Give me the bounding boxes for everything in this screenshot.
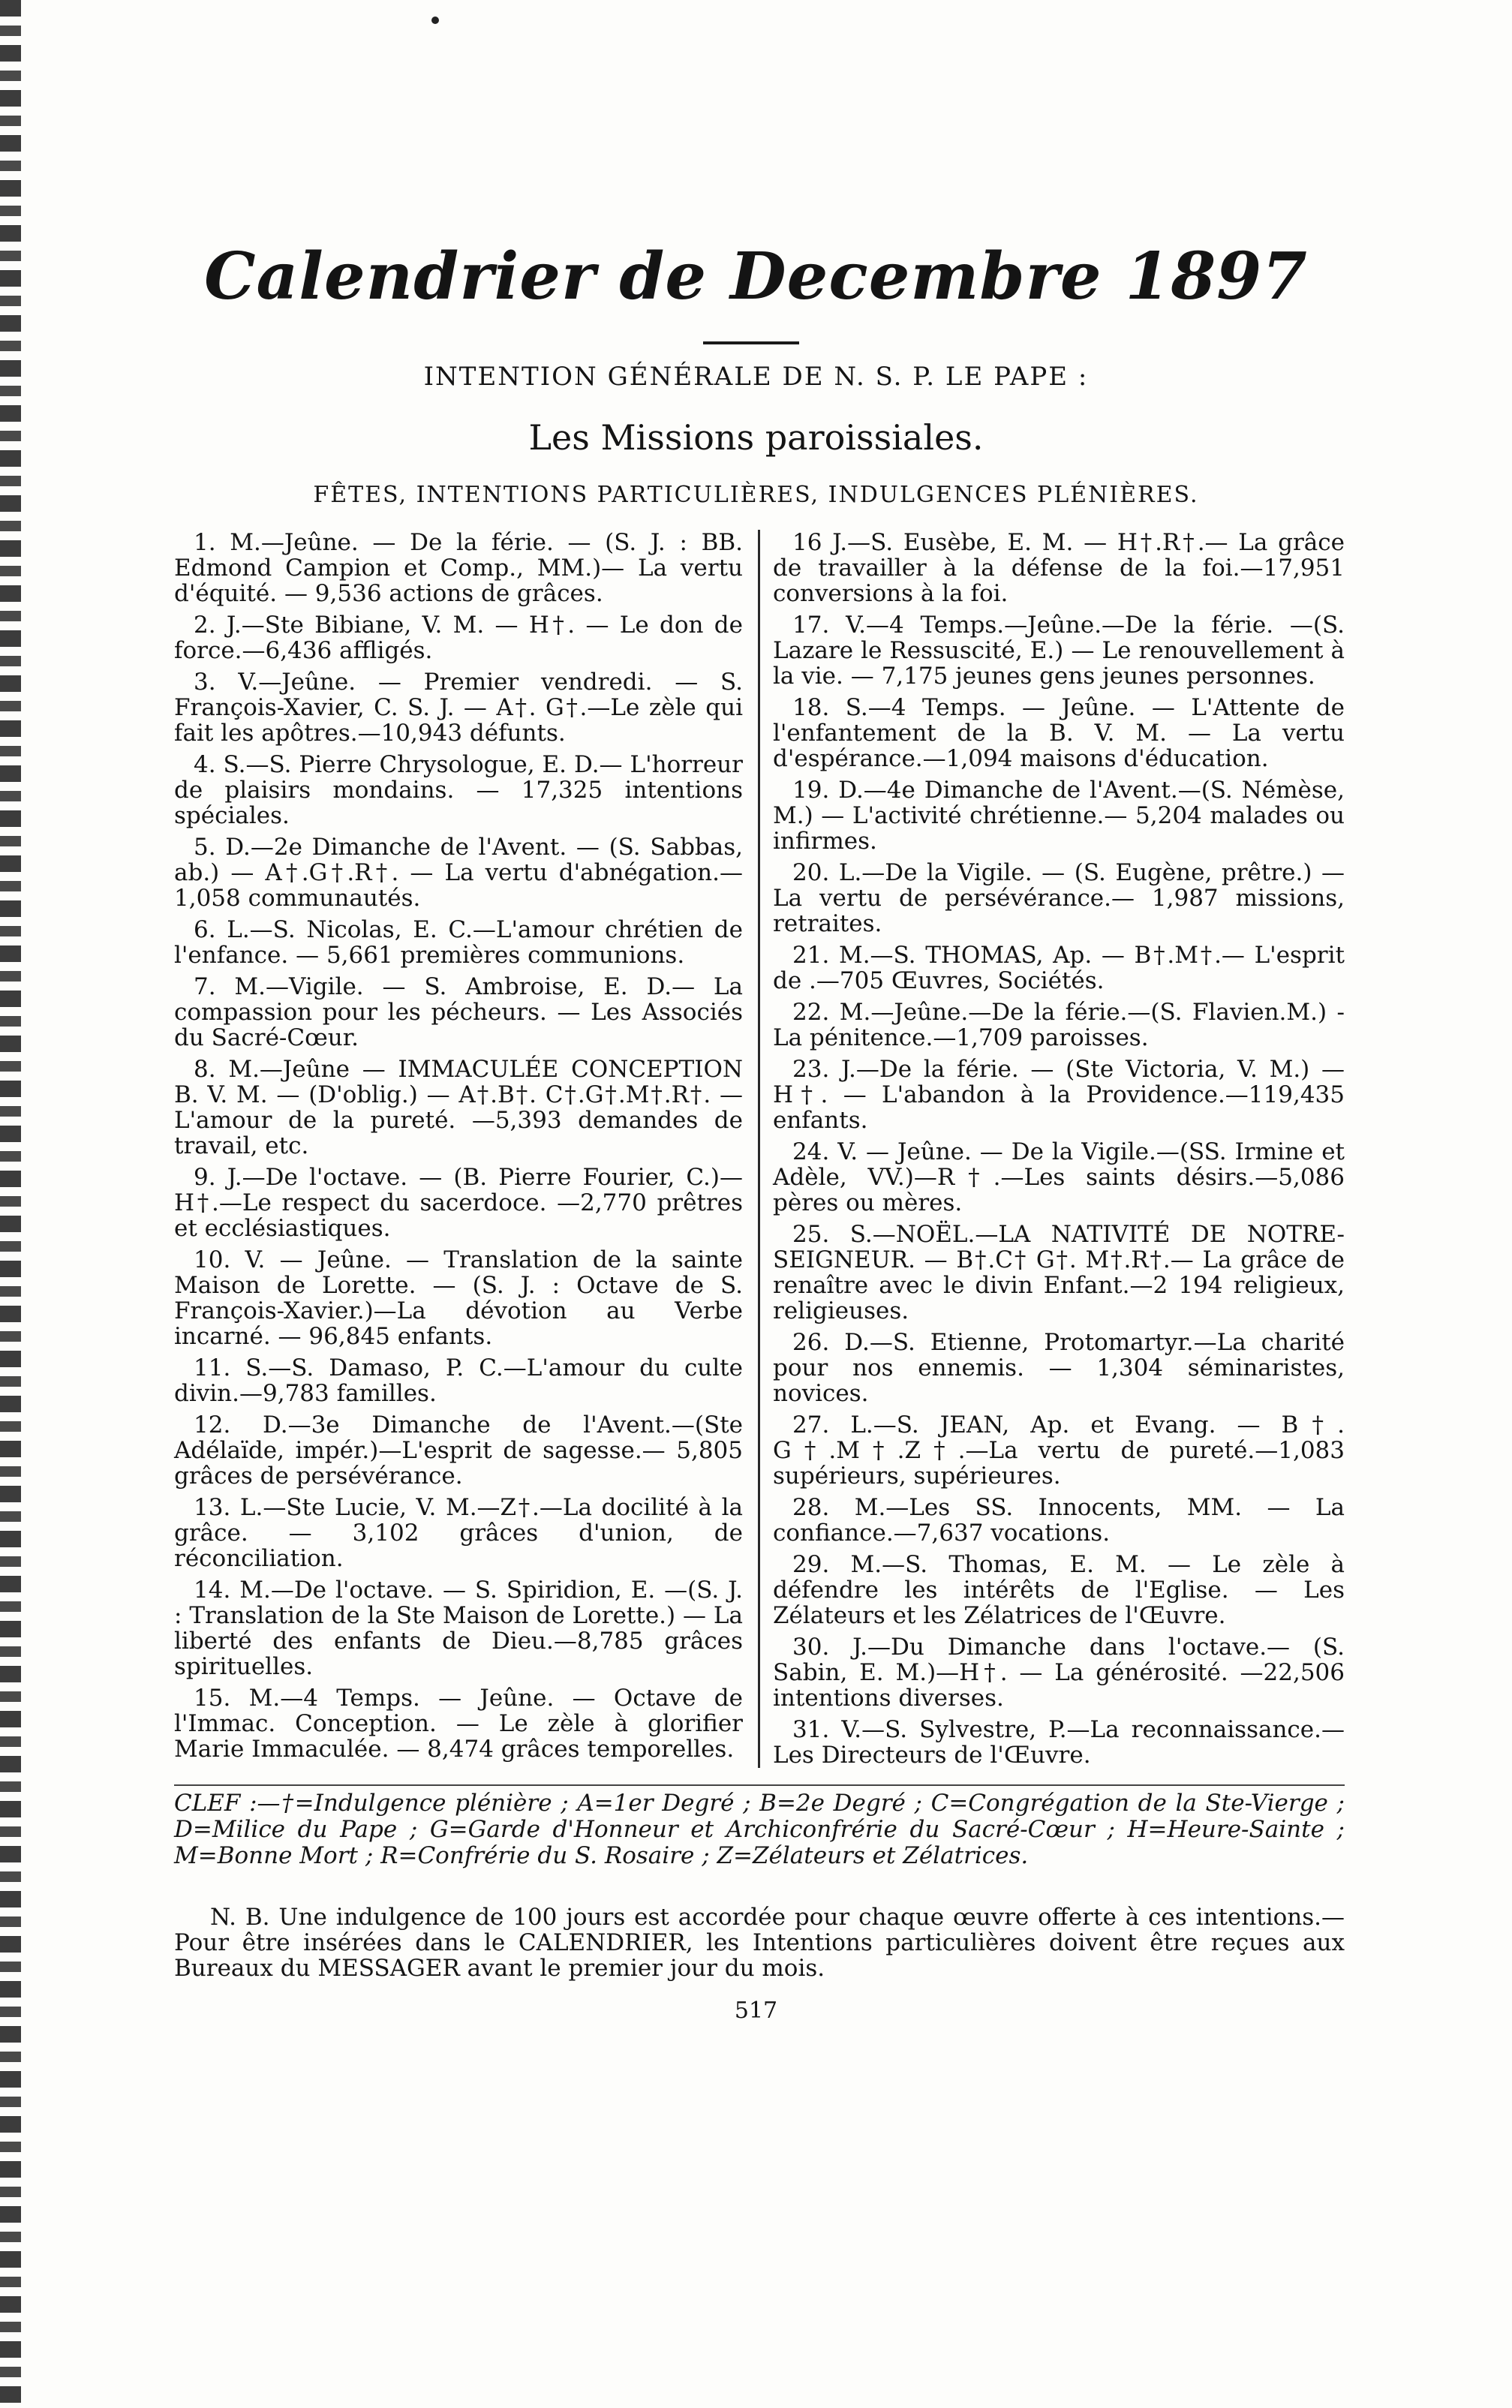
calendar-entry-5: 5. D.—2e Dimanche de l'Avent. — (S. Sabbas, ab.) — A†.G†.R†. — La vertu d'abnégation.—1,058 communautés. (174, 834, 743, 912)
calendar-entry-23: 23. J.—De la férie. — (Ste Victoria, V. M.) — H†. — L'abandon à la Providence.—119,435 enfants. (773, 1056, 1345, 1134)
calendar-entry-3: 3. V.—Jeûne. — Premier vendredi. — S. François-Xavier, C. S. J. — A†. G†.—Le zèle qui fait les apôtres.—10,943 défunts. (174, 669, 743, 747)
calendar-entry-17: 17. V.—4 Temps.—Jeûne.—De la férie. —(S. Lazare le Ressuscité, E.) — Le renouvellement à la vie. — 7,175 jeunes gens jeunes personnes. (773, 612, 1345, 690)
calendar-entry-15: 15. M.—4 Temps. — Jeûne. — Octave de l'Immac. Conception. — Le zèle à glorifier Marie Immaculée. — 8,474 grâces temporelles. (174, 1685, 743, 1763)
calendar-entry-6: 6. L.—S. Nicolas, E. C.—L'amour chrétien de l'enfance. — 5,661 premières communions. (174, 916, 743, 969)
calendar-entry-12: 12. D.—3e Dimanche de l'Avent.—(Ste Adélaïde, impér.)—L'esprit de sagesse.— 5,805 grâces de persévérance. (174, 1411, 743, 1490)
calendar-entry-27: 27. L.—S. JEAN, Ap. et Evang. — B†. G†.M†.Z†.—La vertu de pureté.—1,083 supérieurs, supérieures. (773, 1411, 1345, 1490)
calendar-entry-20: 20. L.—De la Vigile. — (S. Eugène, prêtre.) — La vertu de persévérance.— 1,987 missions, retraites. (773, 859, 1345, 937)
calendar-entry-13: 13. L.—Ste Lucie, V. M.—Z†.—La docilité à la grâce. — 3,102 grâces d'union, de réconciliation. (174, 1494, 743, 1572)
calendar-entry-9: 9. J.—De l'octave. — (B. Pierre Fourier, C.)—H†.—Le respect du sacerdoce. —2,770 prêtres et ecclésiastiques. (174, 1164, 743, 1242)
calendar-entry-24: 24. V. — Jeûne. — De la Vigile.—(SS. Irmine et Adèle, VV.)—R†.—Les saints désirs.—5,086 pères ou mères. (773, 1138, 1345, 1216)
page-number: 517 (734, 1998, 778, 2024)
calendar-entry-21: 21. M.—S. THOMAS, Ap. — B†.M†.— L'esprit de .—705 Œuvres, Sociétés. (773, 942, 1345, 994)
calendar-column-right (773, 530, 1345, 1774)
calendar-entry-14: 14. M.—De l'octave. — S. Spiridion, E. —(S. J. : Translation de la Ste Maison de Lorette.) — La liberté des enfants de Dieu.—8,785 grâces spirituelles. (174, 1577, 743, 1680)
calendar-entry-16: 16 J.—S. Eusèbe, E. M. — H†.R†.— La grâce de travailler à la défense de la foi.—17,951 conversions à la foi. (773, 529, 1345, 607)
calendar-entry-25: 25. S.—NOËL.—LA NATIVITÉ DE NOTRE-SEIGNEUR. — B†.C† G†. M†.R†.— La grâce de renaître avec le divin Enfant.—2 194 religieux, religieuses. (773, 1221, 1345, 1324)
calendar-entry-18: 18. S.—4 Temps. — Jeûne. — L'Attente de l'enfantement de la B. V. M. — La vertu d'espérance.—1,094 maisons d'éducation. (773, 694, 1345, 772)
footer-rule (174, 1784, 1345, 1786)
calendar-entry-29: 29. M.—S. Thomas, E. M. — Le zèle à défendre les intérêts de l'Eglise. — Les Zélateurs et les Zélatrices de l'Œuvre. (773, 1551, 1345, 1629)
general-intention: INTENTION GÉNÉRALE DE N. S. P. LE PAPE : (423, 362, 1089, 392)
calendar-entry-22: 22. M.—Jeûne.—De la férie.—(S. Flavien.M.) - La pénitence.—1,709 paroisses. (773, 999, 1345, 1051)
scan-speck (431, 17, 439, 24)
page-title: Calendrier de Decembre 1897 (204, 239, 1308, 314)
calendar-entry-10: 10. V. — Jeûne. — Translation de la sainte Maison de Lorette. — (S. J. : Octave de S. François-Xavier.)—La dévotion au Verbe incarné. — 96,845 enfants. (174, 1246, 743, 1350)
calendar-entry-30: 30. J.—Du Dimanche dans l'octave.— (S. Sabin, E. M.)—H†. — La générosité. —22,506 intentions diverses. (773, 1634, 1345, 1712)
calendar-entry-19: 19. D.—4e Dimanche de l'Avent.—(S. Némèse, M.) — L'activité chrétienne.— 5,204 malades ou infirmes. (773, 777, 1345, 855)
calendar-entry-1: 1. M.—Jeûne. — De la férie. — (S. J. : BB. Edmond Campion et Comp., MM.)— La vertu d'équité. — 9,536 actions de grâces. (174, 529, 743, 607)
calendar-entry-11: 11. S.—S. Damaso, P. C.—L'amour du culte divin.—9,783 familles. (174, 1354, 743, 1407)
title-rule (703, 341, 799, 344)
calendar-entry-31: 31. V.—S. Sylvestre, P.—La reconnaissance.—Les Directeurs de l'Œuvre. (773, 1716, 1345, 1769)
nota-bene: N. B. Une indulgence de 100 jours est accordée pour chaque œuvre offerte à ces intentions.—Pour être insérées dans le CALENDRIER, les Intentions particulières doivent être reçues aux Bureaux du MESSAGER avant le premier jour du mois. (174, 1904, 1345, 1982)
column-divider (758, 530, 760, 1768)
calendar-entry-28: 28. M.—Les SS. Innocents, MM. — La confiance.—7,637 vocations. (773, 1494, 1345, 1547)
calendar-column-left (174, 530, 743, 1768)
calendar-entry-2: 2. J.—Ste Bibiane, V. M. — H†. — Le don de force.—6,436 affligés. (174, 612, 743, 664)
legend-key: CLEF :—†=Indulgence plénière ; A=1er Degré ; B=2e Degré ; C=Congrégation de la Ste-Vierge ; D=Milice du Pape ; G=Garde d'Honneur et Archiconfrérie du Sacré-Cœur ; H=Heure-Sainte ; M=Bonne Mort ; R=Confrérie du S. Rosaire ; Z=Zélateurs et Zélatrices. (174, 1790, 1345, 1869)
calendar-entry-7: 7. M.—Vigile. — S. Ambroise, E. D.— La compassion pour les pécheurs. — Les Associés du Sacré-Cœur. (174, 973, 743, 1051)
calendar-entry-26: 26. D.—S. Etienne, Protomartyr.—La charité pour nos ennemis. — 1,304 séminaristes, novices. (773, 1329, 1345, 1407)
calendar-entry-4: 4. S.—S. Pierre Chrysologue, E. D.— L'horreur de plaisirs mondains. — 17,325 intentions spéciales. (174, 751, 743, 829)
calendar-entry-8: 8. M.—Jeûne — IMMACULÉE CONCEPTION B. V. M. — (D'oblig.) — A†.B†. C†.G†.M†.R†. — L'amour de la pureté. —5,393 demandes de travail, etc. (174, 1056, 743, 1159)
intention-subject: Les Missions paroissiales. (528, 417, 984, 458)
section-heading: FÊTES, INTENTIONS PARTICULIÈRES, INDULGENCES PLÉNIÈRES. (313, 482, 1199, 508)
